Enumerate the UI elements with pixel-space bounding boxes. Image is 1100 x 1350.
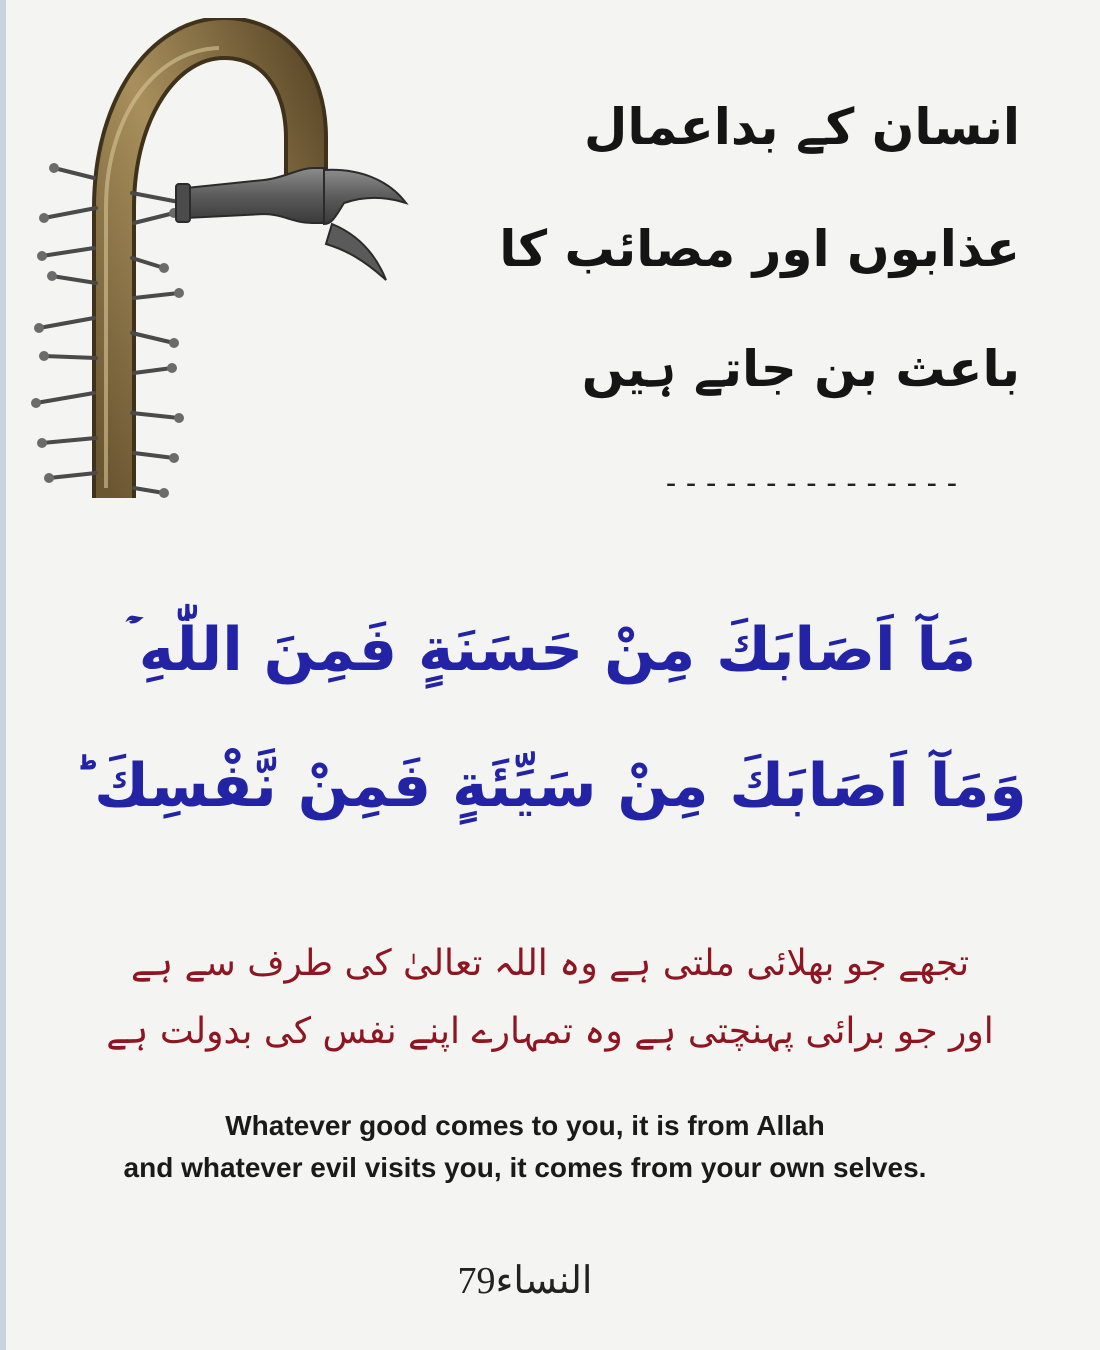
surah-reference: النساء79	[457, 1260, 593, 1302]
heading-line-3: باعث بن جاتے ہیں	[581, 340, 1020, 398]
verse-line-1: مَآ اَصَابَكَ مِنْ حَسَنَةٍ فَمِنَ اللّٰهِ ۡ	[123, 615, 977, 685]
nail-studded-cane-and-hammer-icon	[14, 18, 414, 513]
urdu-translation-line-1: تجھے جو بھلائی ملتی ہے وہ اللہ تعالیٰ کی طرف سے ہے	[130, 943, 970, 984]
urdu-translation-line-2: اور جو برائی پہنچتی ہے وہ تمہارے اپنے نفس کی بدولت ہے	[106, 1011, 994, 1052]
heading-line-1: انسان کے بداعمال	[583, 98, 1020, 156]
dashed-divider: ---------------	[662, 466, 963, 501]
heading-line-2: عذابوں اور مصائب کا	[499, 220, 1020, 278]
verse-line-2: وَمَآ اَصَابَكَ مِنْ سَيِّئَةٍ فَمِنْ نَّفْسِكَ ؕ	[73, 751, 1027, 821]
english-translation-line-2: and whatever evil visits you, it comes from your own selves.	[123, 1152, 927, 1183]
english-translation-line-1: Whatever good comes to you, it is from Allah	[225, 1110, 825, 1141]
